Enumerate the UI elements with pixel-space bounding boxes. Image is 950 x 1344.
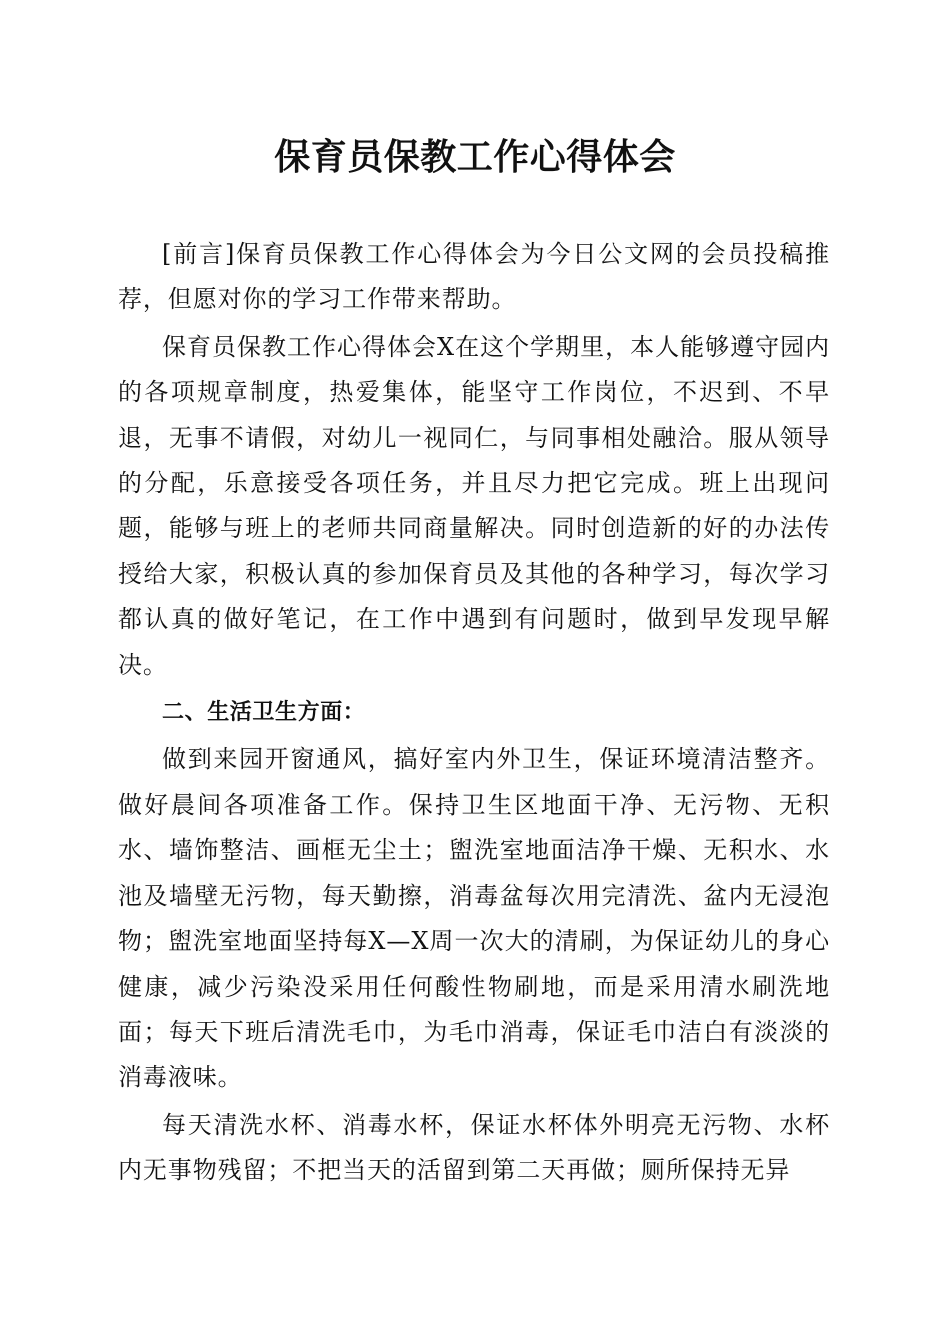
preface-paragraph: [前言]保育员保教工作心得体会为今日公文网的会员投稿推荐，但愿对你的学习工作带来帮助。	[118, 240, 830, 314]
intro-paragraph: 保育员保教工作心得体会X在这个学期里，本人能够遵守园内的各项规章制度，热爱集体，能坚守工作岗位，不迟到、不早退，无事不请假，对幼儿一视同仁，与同事相处融洽。服从领导的分配，乐意接受各项任务，并且尽力把它完成。班上出现问题，能够与班上的老师共同商量解决。同时创造新的好的办法传授给大家，积极认真的参加保育员及其他的各种学习，每次学习都认真的做好笔记，在工作中遇到有问题时，做到早发现早解决。	[118, 332, 830, 679]
document-title: 保育员保教工作心得体会	[274, 137, 676, 178]
cup-cleaning-paragraph: 每天清洗水杯、消毒水杯，保证水杯体外明亮无污物、水杯内无事物残留；不把当天的活留到第二天再做；厕所保持无异	[118, 1110, 830, 1185]
document-body	[118, 232, 830, 1196]
hygiene-paragraph: 做到来园开窗通风，搞好室内外卫生，保证环境清洁整齐。做好晨间各项准备工作。保持卫生区地面干净、无污物、无积水、墙饰整洁、画框无尘土；盥洗室地面洁净干燥、无积水、水池及墙壁无污物，每天勤擦，消毒盆每次用完清洗、盆内无浸泡物；盥洗室地面坚持每X—X周一次大的清刷，为保证幼儿的身心健康，减少污染没采用任何酸性物刷地，而是采用清水刷洗地面；每天下班后清洗毛巾，为毛巾消毒，保证毛巾洁白有淡淡的消毒液味。	[118, 745, 830, 1092]
section-heading: 二、生活卫生方面：	[162, 700, 366, 726]
